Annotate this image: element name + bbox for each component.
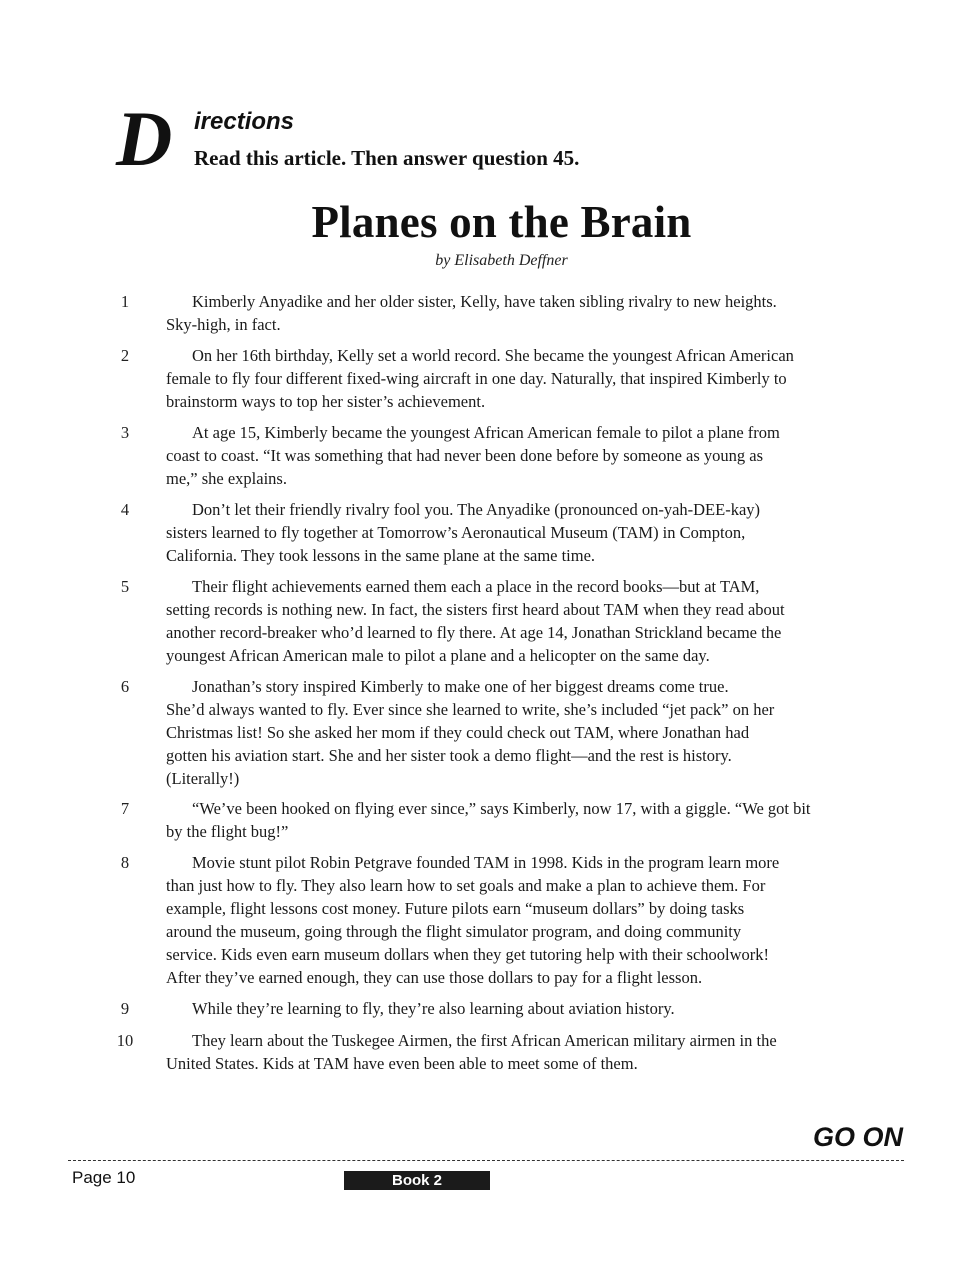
paragraph-line: me,” she explains.: [166, 469, 287, 488]
directions-drop-cap: D: [116, 95, 173, 182]
paragraph-number: 7: [120, 799, 130, 818]
paragraph-text: [166, 797, 894, 843]
article-byline: by Elisabeth Deffner: [435, 252, 568, 269]
paragraph-line: around the museum, going through the flight simulator program, and doing community: [166, 922, 742, 941]
paragraph-text: [166, 421, 894, 490]
paragraph-line: coast to coast. “It was something that had never been done before by someone as young as: [166, 446, 764, 465]
paragraph-number: 9: [120, 999, 130, 1018]
paragraph-text: [166, 675, 894, 790]
article-title: Planes on the Brain: [311, 197, 692, 247]
paragraph-text: [166, 344, 894, 413]
paragraph-text: [166, 575, 894, 667]
paragraph-number: 10: [116, 1031, 134, 1050]
page-number: Page 10: [72, 1168, 136, 1187]
paragraph-text: [166, 1029, 894, 1075]
directions-block: [116, 95, 716, 182]
paragraph-text: [166, 498, 894, 567]
paragraph-line: Jonathan’s story inspired Kimberly to make one of her biggest dreams come true.: [192, 677, 729, 696]
paragraph-line: service. Kids even earn museum dollars when they get tutoring help with their schoolwork!: [166, 945, 770, 964]
paragraph-line: by the flight bug!”: [166, 822, 289, 841]
paragraph-line: At age 15, Kimberly became the youngest African American female to pilot a plane from: [192, 423, 780, 442]
directions-instruction: Read this article. Then answer question 45.: [194, 146, 580, 170]
paragraph-line: They learn about the Tuskegee Airmen, the first African American military airmen in the: [192, 1031, 777, 1050]
paragraph-line: than just how to fly. They also learn how to set goals and make a plan to achieve them. For: [166, 876, 766, 895]
paragraph-line: Sky-high, in fact.: [166, 315, 281, 334]
paragraph-text: [166, 290, 894, 336]
paragraph-number: 5: [120, 577, 130, 596]
paragraph-line: (Literally!): [166, 769, 240, 788]
paragraph-line: United States. Kids at TAM have even been able to meet some of them.: [166, 1054, 638, 1073]
footer-divider: [68, 1160, 904, 1161]
paragraph-text: [166, 851, 894, 989]
paragraph-number: 4: [120, 500, 130, 519]
paragraph-line: setting records is nothing new. In fact, the sisters first heard about TAM when they read about: [166, 600, 785, 619]
paragraph-line: California. They took lessons in the same plane at the same time.: [166, 546, 596, 565]
paragraph-line: female to fly four different fixed-wing aircraft in one day. Naturally, that inspired Kimberly to: [166, 369, 787, 388]
directions-heading: irections: [194, 108, 295, 135]
paragraph-line: brainstorm ways to top her sister’s achievement.: [166, 392, 486, 411]
go-on-label: GO ON: [812, 1122, 903, 1152]
paragraph-line: another record-breaker who’d learned to fly there. At age 14, Jonathan Strickland became the: [166, 623, 782, 642]
paragraph-number: 3: [120, 423, 130, 442]
paragraph-line: On her 16th birthday, Kelly set a world record. She became the youngest African American: [192, 346, 794, 365]
paragraph-text: [166, 997, 894, 1020]
paragraph-line: Their flight achievements earned them each a place in the record books—but at TAM,: [192, 577, 760, 596]
paragraph-number: 1: [120, 292, 130, 311]
book-label: Book 2: [344, 1171, 490, 1190]
paragraph-line: sisters learned to fly together at Tomorrow’s Aeronautical Museum (TAM) in Compton,: [166, 523, 746, 542]
paragraph-line: gotten his aviation start. She and her sister took a demo flight—and the rest is history.: [166, 746, 732, 765]
paragraph-line: She’d always wanted to fly. Ever since she learned to write, she’s included “jet pack” on her: [166, 700, 775, 719]
paragraph-number: 2: [120, 346, 130, 365]
paragraph-line: After they’ve earned enough, they can use those dollars to pay for a flight lesson.: [166, 968, 703, 987]
paragraph-line: While they’re learning to fly, they’re also learning about aviation history.: [192, 999, 675, 1018]
paragraph-line: “We’ve been hooked on flying ever since,” says Kimberly, now 17, with a giggle. “We got bit: [192, 799, 811, 818]
paragraph-line: Don’t let their friendly rivalry fool you. The Anyadike (pronounced on-yah-DEE-kay): [192, 500, 761, 519]
paragraph-number: 6: [120, 677, 130, 696]
paragraph-line: example, flight lessons cost money. Future pilots earn “museum dollars” by doing tasks: [166, 899, 745, 918]
paragraph-number: 8: [120, 853, 130, 872]
paragraph-line: Kimberly Anyadike and her older sister, Kelly, have taken sibling rivalry to new heights.: [192, 292, 777, 311]
paragraph-line: Movie stunt pilot Robin Petgrave founded TAM in 1998. Kids in the program learn more: [192, 853, 780, 872]
paragraph-line: youngest African American male to pilot a plane and a helicopter on the same day.: [166, 646, 710, 665]
paragraph-line: Christmas list! So she asked her mom if they could check out TAM, where Jonathan had: [166, 723, 750, 742]
